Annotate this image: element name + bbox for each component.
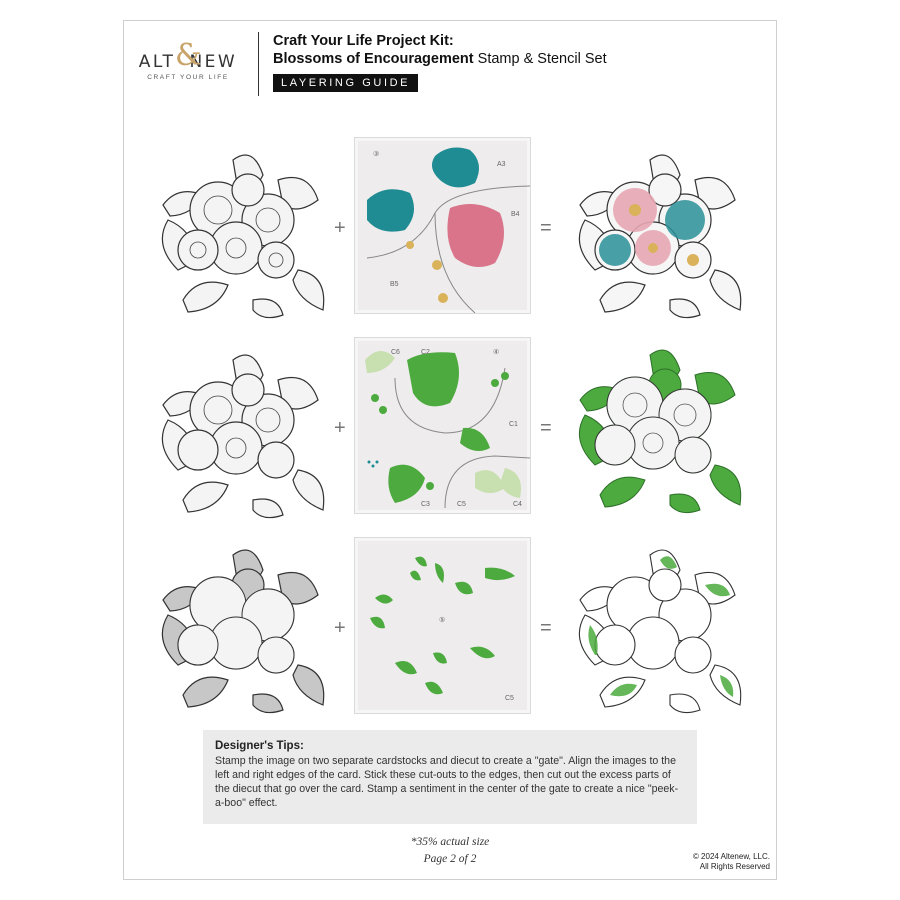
label-c4: C4	[513, 501, 522, 508]
bouquet-outline-row1	[158, 150, 328, 320]
stencil-card-row2	[355, 338, 530, 513]
label-b5: B5	[390, 281, 399, 288]
scale-note: *35% actual size	[410, 836, 490, 848]
set-title: Blossoms of Encouragement Stamp & Stencil Set	[273, 51, 607, 67]
copyright: © 2024 Altenew, LLC. All Rights Reserved	[692, 852, 770, 871]
bouquet-colored-row3	[575, 545, 745, 715]
altenew-logo: ALT NEW & CRAFT YOUR LIFE	[133, 52, 243, 81]
label-c6: C6	[391, 349, 400, 356]
equals-sign: =	[540, 217, 552, 239]
plus-sign: +	[334, 417, 346, 439]
label-c2: C2	[421, 349, 430, 356]
plus-sign: +	[334, 617, 346, 639]
logo-tagline: CRAFT YOUR LIFE	[147, 74, 229, 81]
stencil-art-row2	[355, 338, 530, 513]
equals-sign: =	[540, 617, 552, 639]
label-c3: C3	[421, 501, 430, 508]
bouquet-outline-row3	[158, 545, 328, 715]
step-number: ④	[493, 349, 500, 356]
equals-sign: =	[540, 417, 552, 439]
kit-title: Craft Your Life Project Kit:	[273, 33, 454, 49]
designers-tips-box	[203, 730, 697, 824]
tips-body: Stamp the image on two separate cardstocks and diecut to create a "gate". Align the images to the left and right edges of the card. Stick these cut-outs to the edges, then cut out the excess parts of the diecut that go over the card. Stamp a sentiment in the center of the gate to create a nice "peek-a-boo" effect.	[215, 755, 679, 809]
ampersand-mark: &	[175, 38, 202, 73]
plus-sign: +	[334, 217, 346, 239]
label-c5: C5	[457, 501, 466, 508]
step-number: ③	[373, 151, 380, 158]
header-divider	[258, 32, 259, 96]
step-number: ⑤	[439, 617, 446, 624]
label-c1: C1	[509, 421, 518, 428]
label-c5: C5	[505, 695, 514, 702]
tips-title: Designer's Tips:	[215, 740, 304, 752]
page-number: Page 2 of 2	[423, 853, 477, 865]
bouquet-colored-row1	[575, 150, 745, 320]
label-b4: B4	[511, 211, 520, 218]
label-a3: A3	[497, 161, 506, 168]
stencil-art-row1	[355, 138, 530, 313]
stencil-card-row3	[355, 538, 530, 713]
layering-guide-badge: LAYERING GUIDE	[273, 74, 418, 92]
stencil-art-row3	[355, 538, 530, 713]
bouquet-colored-row2	[575, 345, 745, 515]
stencil-card-row1	[355, 138, 530, 313]
bouquet-outline-row2	[158, 350, 328, 520]
